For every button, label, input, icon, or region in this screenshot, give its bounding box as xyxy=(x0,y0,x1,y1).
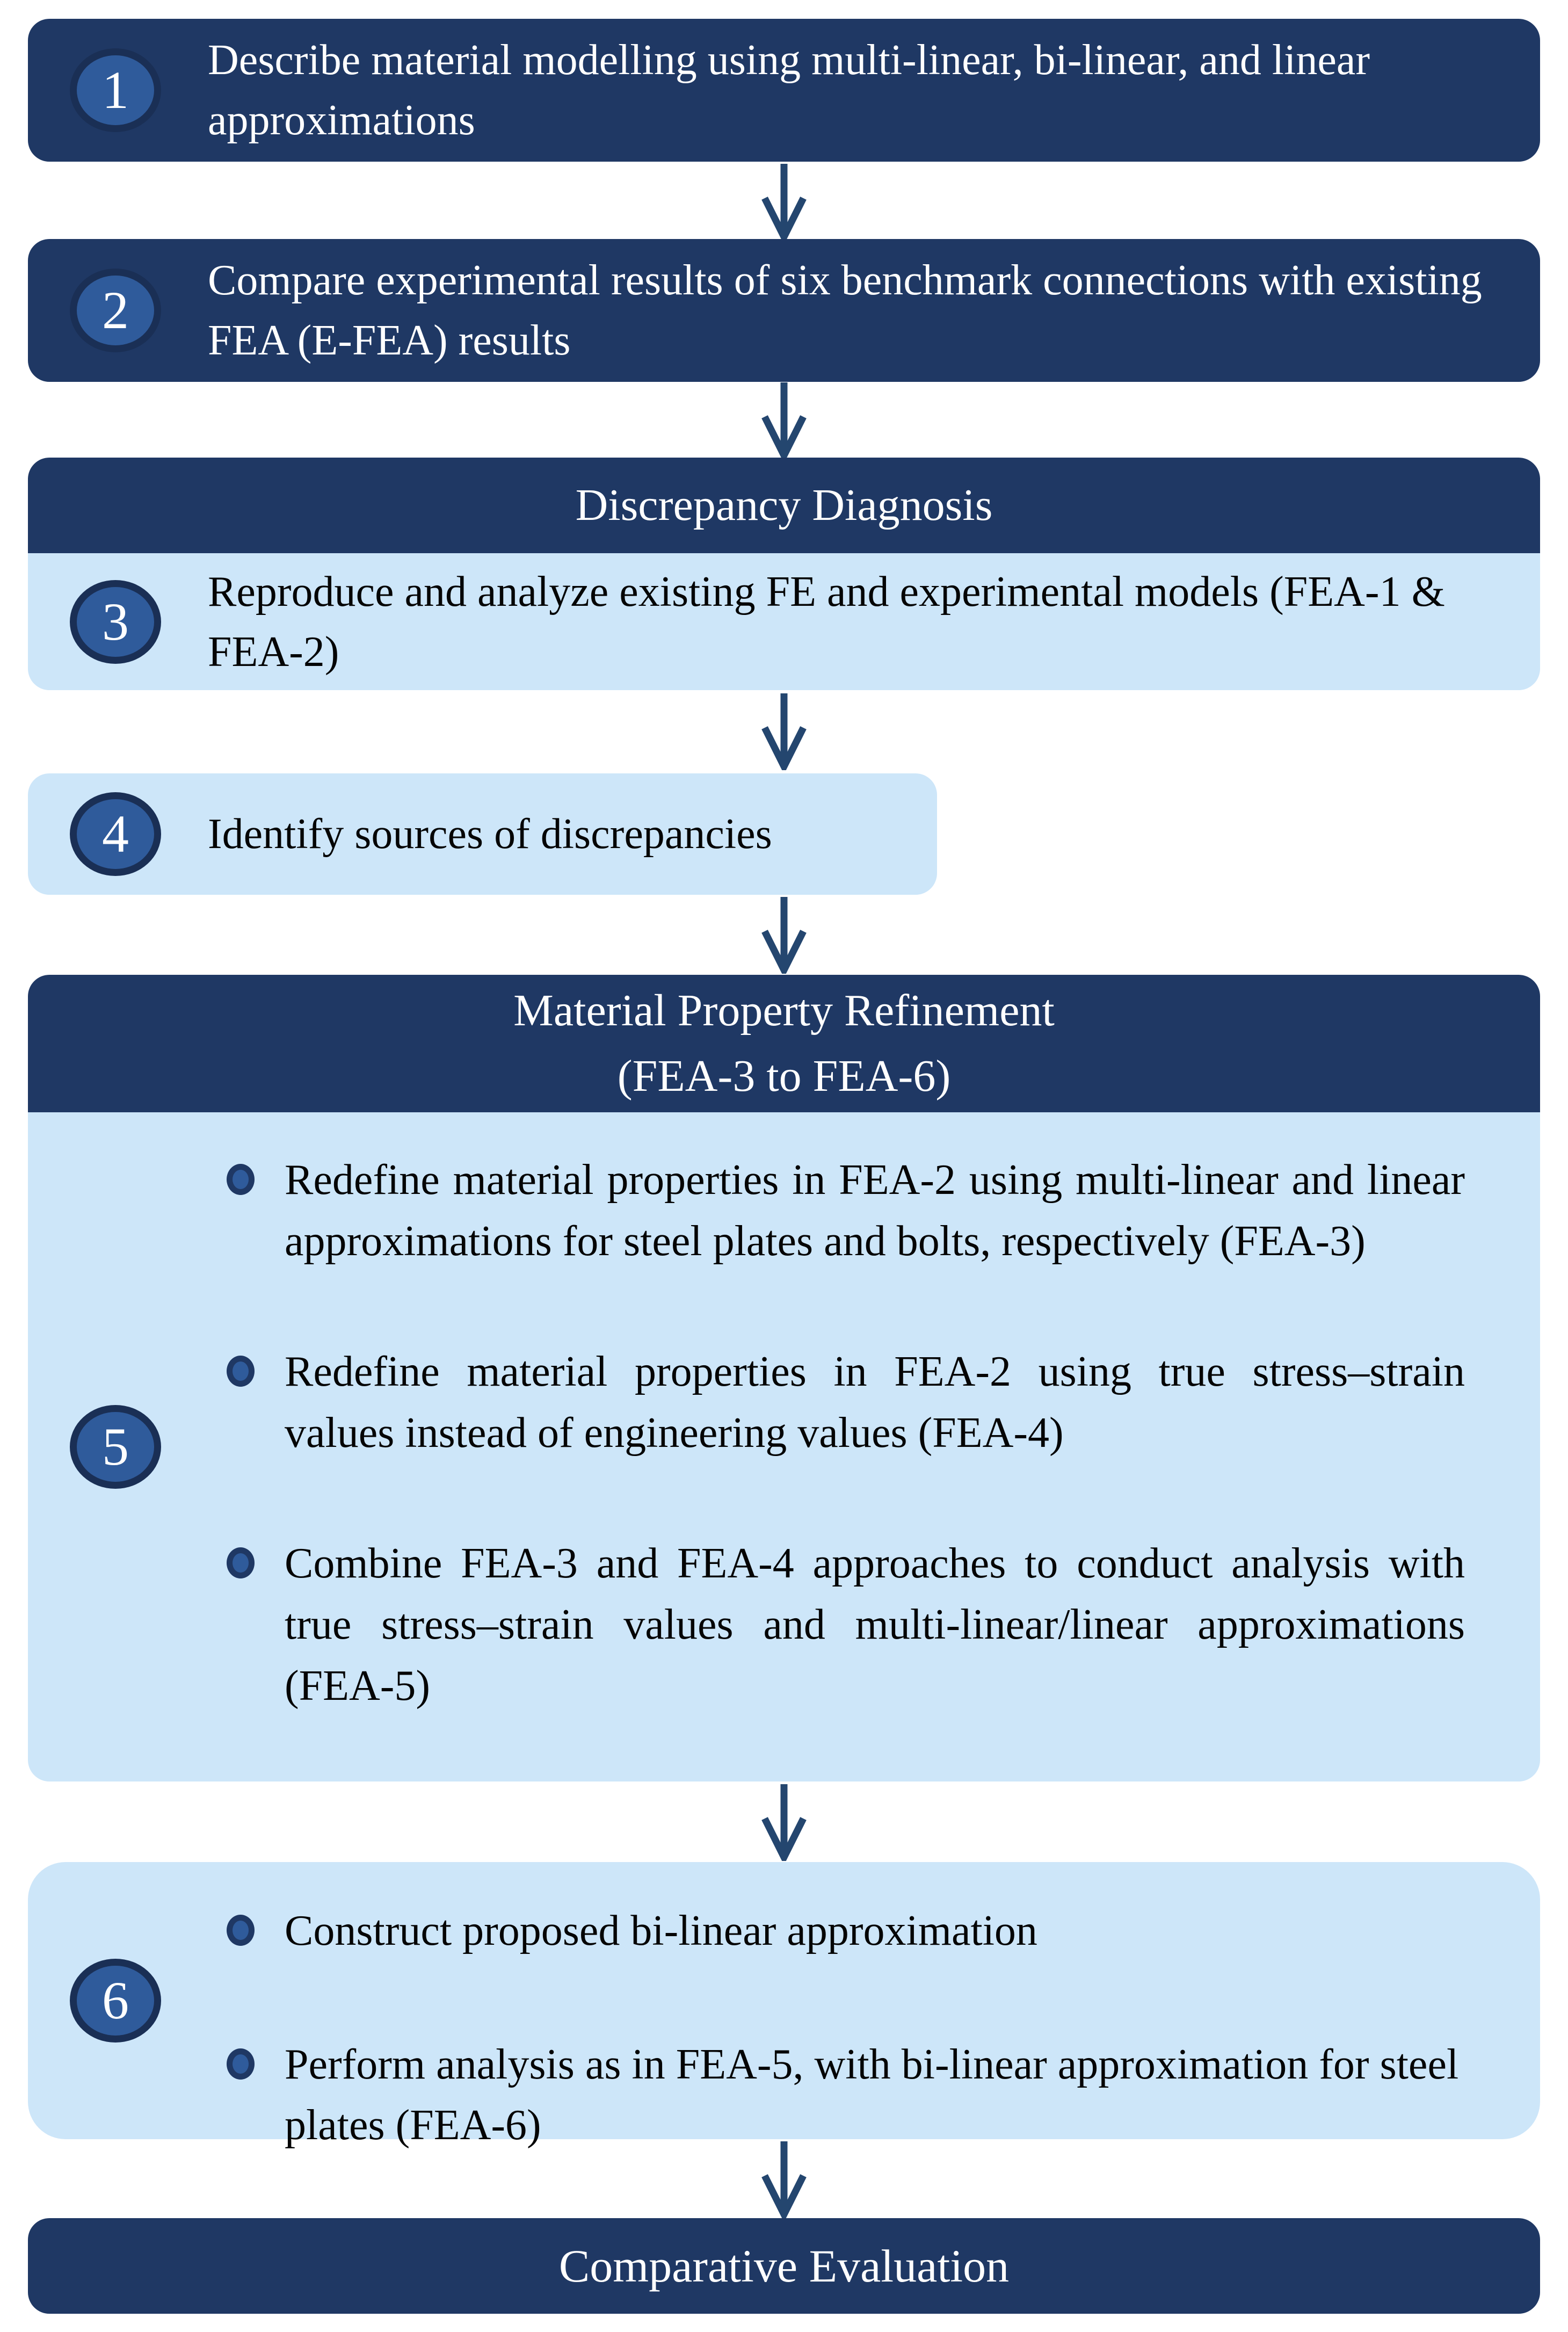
arrow-down-icon-6 xyxy=(741,2140,827,2218)
step-5-body xyxy=(28,1112,1540,1781)
step-4-text: Identify sources of discrepancies xyxy=(208,810,772,858)
bullet-icon xyxy=(227,1164,255,1195)
bullet-icon xyxy=(227,1356,255,1387)
list-item xyxy=(227,1901,1492,1962)
list-item xyxy=(227,1150,1465,1272)
step-2-number: 2 xyxy=(102,280,129,340)
step-2-text: Compare experimental results of six benchmark connections with existing FEA (E-FEA) results xyxy=(208,257,1482,364)
bullet-icon xyxy=(227,1547,255,1578)
step-2-badge xyxy=(70,269,161,352)
step-5-header-line1: Material Property Refinement xyxy=(513,986,1055,1036)
arrow-down-icon-2 xyxy=(741,381,827,459)
step-6-box xyxy=(28,1862,1540,2149)
step-3-box xyxy=(28,458,1540,690)
final-box xyxy=(28,2218,1540,2314)
step-3-header xyxy=(28,458,1540,553)
step-6-number: 6 xyxy=(102,1971,129,2030)
step-5-bullet-3: Combine FEA-3 and FEA-4 approaches to conduct analysis with true stress–strain values and multi-linear/linear approximations (FEA-5) xyxy=(285,1540,1465,1710)
step-6-bullets xyxy=(28,1862,1540,2156)
step-5-bullet-2: Redefine material properties in FEA-2 using true stress–strain values instead of engineering values (FEA-4) xyxy=(285,1348,1465,1457)
list-item xyxy=(227,1342,1465,1464)
list-item xyxy=(227,2034,1492,2156)
bullet-icon xyxy=(227,2048,255,2080)
step-2-box xyxy=(28,239,1540,382)
step-1-box xyxy=(28,19,1540,162)
step-6-bullet-1: Construct proposed bi-linear approximation xyxy=(285,1907,1037,1954)
step-1-text: Describe material modelling using multi-linear, bi-linear, and linear approximations xyxy=(208,37,1370,144)
step-5-header-line2: (FEA-3 to FEA-6) xyxy=(617,1051,951,1101)
step-5-bullets xyxy=(28,1112,1540,1717)
step-5-box xyxy=(28,975,1540,1781)
step-6-bullet-2: Perform analysis as in FEA-5, with bi-linear approximation for steel plates (FEA-6) xyxy=(285,2040,1459,2149)
step-1-number: 1 xyxy=(102,60,129,120)
step-3-body xyxy=(28,553,1540,690)
step-3-badge xyxy=(70,580,161,664)
step-5-bullet-1: Redefine material properties in FEA-2 using multi-linear and linear approximations for steel plates and bolts, respectively (FEA-3) xyxy=(285,1156,1465,1265)
arrow-down-icon-5 xyxy=(741,1783,827,1861)
step-3-text: Reproduce and analyze existing FE and experimental models (FEA-1 & FEA-2) xyxy=(208,568,1445,676)
arrow-down-icon-3 xyxy=(741,692,827,770)
list-item xyxy=(227,1533,1465,1717)
step-4-box xyxy=(28,773,937,895)
final-title: Comparative Evaluation xyxy=(558,2240,1010,2292)
step-4-badge xyxy=(70,792,161,876)
step-5-header xyxy=(28,975,1540,1112)
arrow-down-icon-4 xyxy=(741,896,827,974)
step-5-number: 5 xyxy=(102,1417,129,1476)
step-4-number: 4 xyxy=(102,804,129,864)
arrow-down-icon-1 xyxy=(741,163,827,241)
step-3-header-title: Discrepancy Diagnosis xyxy=(575,480,993,531)
bullet-icon xyxy=(227,1915,255,1946)
step-1-badge xyxy=(70,48,161,132)
step-3-number: 3 xyxy=(102,591,129,651)
